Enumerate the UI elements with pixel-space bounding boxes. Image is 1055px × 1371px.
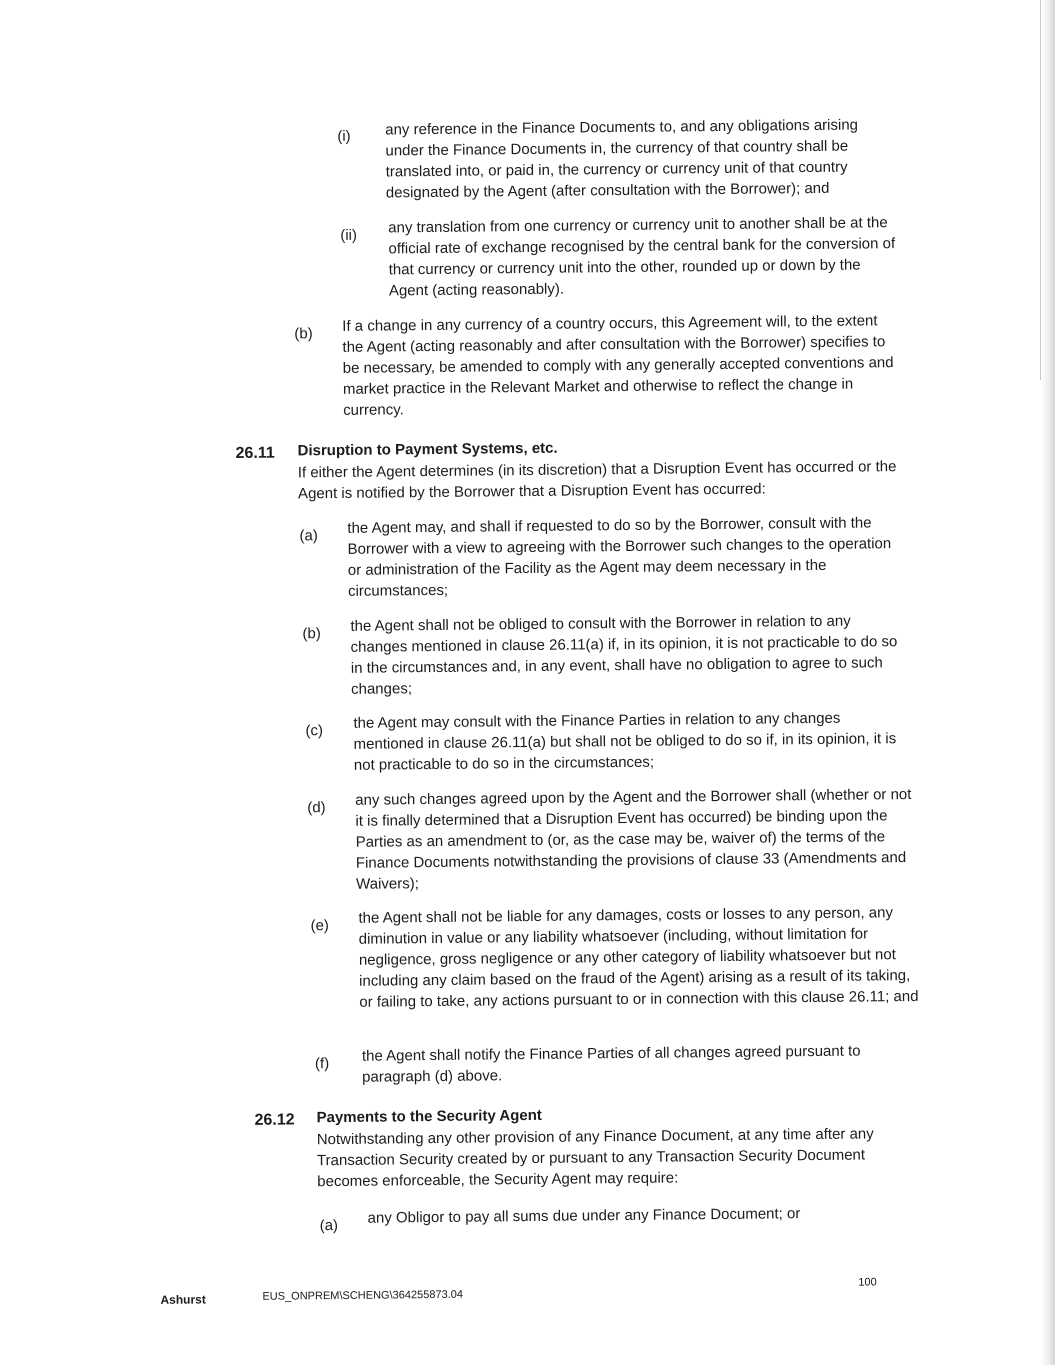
clause-label-26-11-f: (f): [314, 1055, 330, 1073]
clause-label-26-11-b: (b): [302, 625, 321, 643]
item-text-ii: any translation from one currency or currency unit to another shall be at the official rate of exchange recognised by the central bank for the conversion of that currency or currency unit into the other, rounded up or down by the Agent (acting reasonably).: [388, 214, 896, 300]
item-label-ii: (ii): [340, 226, 358, 244]
section-title-26-12: Payments to the Security Agent: [316, 1106, 542, 1127]
clause-text-26-11-a: the Agent may, and shall if requested to do so by the Borrower, consult with the Borrower with a view to agreeing with the Borrower such changes to the operation or administration of the Facility as the Agent may deem necessary in the circumstances;: [347, 514, 892, 600]
clause-text-26-11-c: the Agent may consult with the Finance Parties in relation to any changes mentioned in clause 26.11(a) but shall not be obliged to do so if, in its opinion, it is not practicable to do so in the circumstances;: [353, 709, 897, 774]
footer-firm-name: Ashurst: [160, 1292, 206, 1307]
section-title-26-11: Disruption to Payment Systems, etc.: [297, 439, 558, 460]
item-text-b-top: If a change in any currency of a country occurs, this Agreement will, to the extent the Agent (acting reasonably and after consultation with the Borrower) specifies to be necessary, be amended to comply with any generally accepted conventions and market practice in the Relevant Market and otherwise to reflect the change in currency.: [342, 312, 894, 419]
clause-text-26-11-d: any such changes agreed upon by the Agent and the Borrower shall (whether or not it is finally determined that a Disruption Event has occurred) be binding upon the Parties as an amendment to (or, as the case may be, waiver of) the terms of the Finance Documents notwithstanding the provisions of clause 33 (Amendments and Waivers);: [355, 785, 912, 893]
clause-text-26-11-b: the Agent shall not be obliged to consult with the Borrower in relation to any changes mentioned in clause 26.11(a) if, in its opinion, it is not practicable to do so in the circumstances and, in any event, shall have no obligation to agree to such changes;: [350, 612, 898, 698]
clause-label-26-11-a: (a): [299, 527, 318, 545]
section-intro-26-12: Notwithstanding any other provision of any Finance Document, at any time after any Transaction Security created by or pursuant to any Transaction Security Document becomes enforceable, the Security Agent may require:: [316, 1125, 874, 1191]
footer-page-number: 100: [858, 1276, 877, 1289]
scan-edge-shadow: [1041, 0, 1055, 1365]
section-intro-26-11: If either the Agent determines (in its discretion) that a Disruption Event has occurred or the Agent is notified by the Borrower that a Disruption Event has occurred:: [297, 458, 897, 503]
clause-text-26-12-a: any Obligor to pay all sums due under any Finance Document; or: [367, 1205, 801, 1227]
footer-document-reference: EUS_ONPREM\SCHENG\364255873.04: [262, 1288, 464, 1303]
item-label-i: (i): [337, 127, 351, 145]
clause-text-26-11-e: the Agent shall not be liable for any damages, costs or losses to any person, any diminution in value or any liability whatsoever (including, without limitation for negligence, gross negligence or any other category of liability whatsoever but not including any claim based on the fraud of the Agent) arising as a result of its taking, or failing to take, any actions pursuant to or in connection with this clause 26.11; and: [358, 904, 919, 1011]
clause-label-26-11-e: (e): [310, 917, 329, 935]
clause-text-26-11-f: the Agent shall notify the Finance Parties of all changes agreed pursuant to paragraph (d) above.: [361, 1042, 861, 1086]
clause-label-26-11-d: (d): [307, 799, 326, 817]
section-number-26-11: 26.11: [235, 444, 275, 463]
item-label-b-top: (b): [294, 325, 313, 343]
clause-label-26-12-a: (a): [319, 1217, 339, 1235]
section-number-26-12: 26.12: [254, 1111, 295, 1129]
clause-label-26-11-c: (c): [305, 722, 324, 740]
item-text-i: any reference in the Finance Documents to, and any obligations arising under the Finance Documents in, the currency of that country shall be translated into, or paid in, the currency or currency unit of that country designated by the Agent (after consultation with the Borrower); and: [385, 116, 859, 202]
